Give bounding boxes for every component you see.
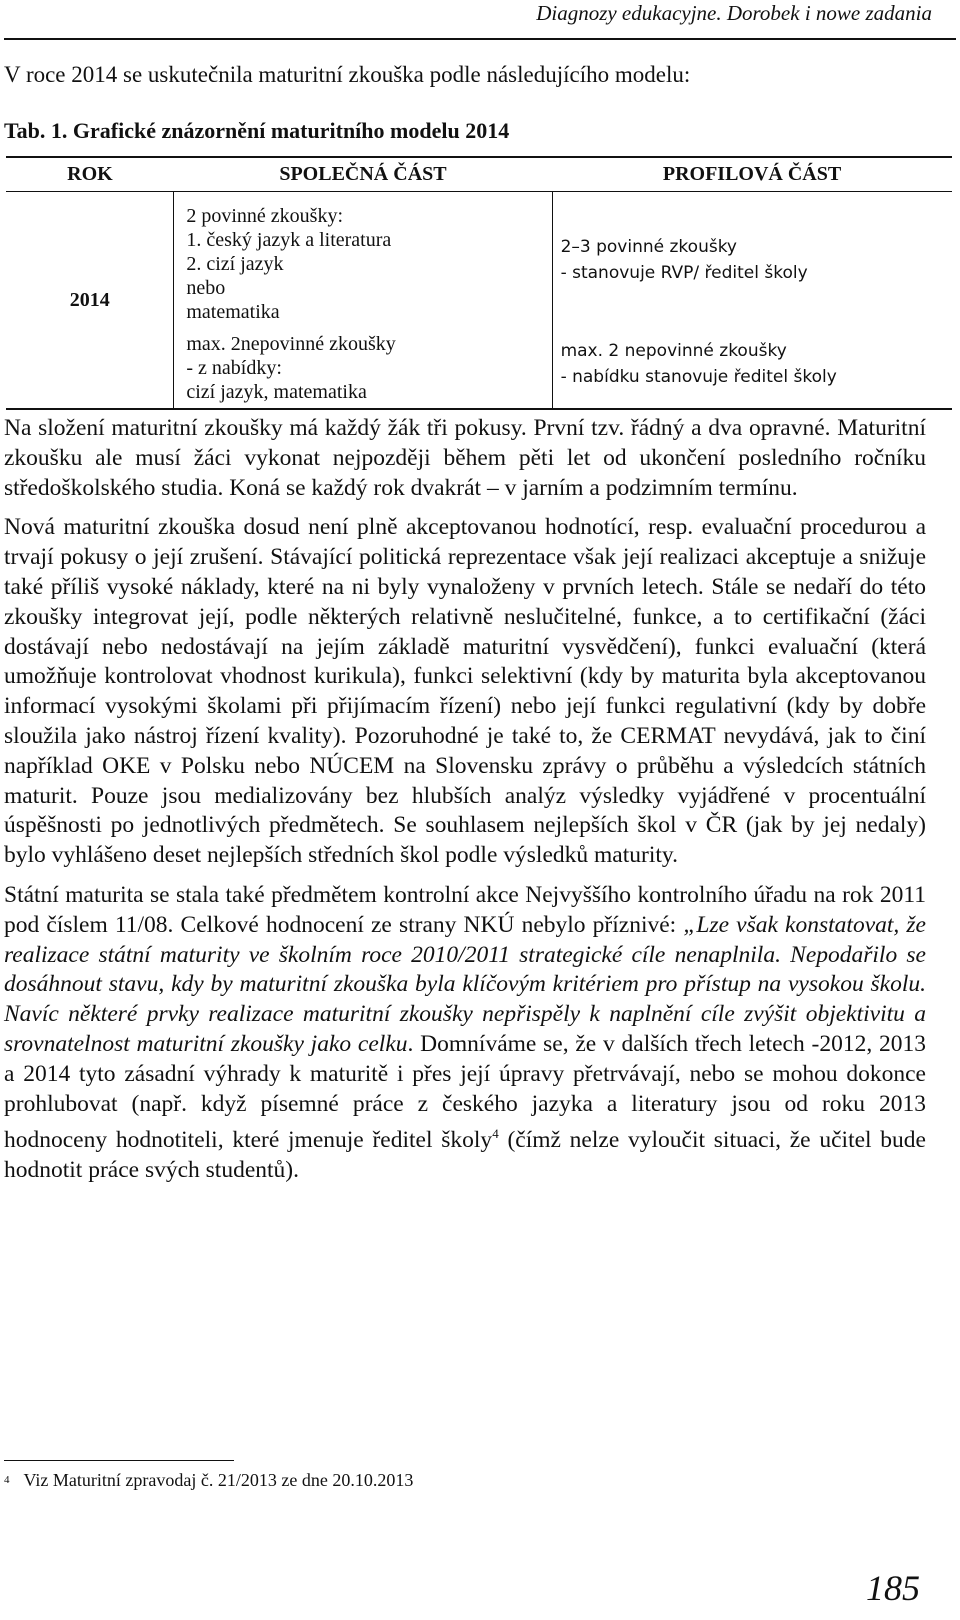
table-header-row (6, 157, 952, 192)
profile-optional-line: max. 2 nepovinné zkoušky (560, 341, 787, 361)
maturita-model-table (6, 156, 952, 410)
paragraph-attempts: Na složení maturitní zkoušky má každý žák tři pokusy. První tzv. řádný a dva opravné. Maturitní zkoušku ale musí žáci vykonat nejpozději během pěti let od ukončení posledního ročníku středoškolského studia. Koná se každý rok dvakrát – v jarním a podzimním termínu. (4, 415, 926, 501)
nku-quote: „Lze však konstatovat, že realizace státní maturity ve školním roce 2010/2011 strategické cíle nenaplnila. Nepodařilo se dosáhnout stavu, kdy by maturitní zkouška byla klíčovým kritériem pro přístup na vysokou školu. Navíc některé prvky realizace maturitní zkoušky nepřispěly k naplnění cíle zvýšit objektivitu a srovnatelnost maturitní zkoušky jako celku (4, 911, 926, 1057)
intro-sentence: V roce 2014 se uskutečnila maturitní zkouška podle následujícího modelu: (4, 62, 691, 87)
paragraph-acceptance: Nová maturitní zkouška dosud není plně akceptovanou hodnotící, resp. evaluační procedurou a trvají pokusy o její zrušení. Stávající politická reprezentace však její realizaci akceptuje a snižuje také příliš vysoké náklady, které na ni byly vynaloženy v prvních letech. Stále se nedaří do této zkoušky integrovat její, podle některých relativně neslučitelné, funkce, a to certifikační (žáci dostávají nebo nedostávají na jejím základě maturitní vysvědčení), funkci evaluační (která umožňuje kontrolovat vhodnost kurikula), funkci selektivní (kdy by maturita byla akceptovanou informací vysokými školami při přijímacím řízení) nebo její funkci regulativní (kdy by dobře sloužila jako nástroj řízení kvality). Pozoruhodné je také to, že CERMAT nevydává, jak to činí například OKE v Polsku nebo NÚCEM na Slovensku zprávy o průběhu a výsledcích státních maturit. Pouze jsou medializovány bez hlubších analýz výsledky vyjádřené v procentuální úspěšnosti po jednotlivých předmětech. Se souhlasem nejlepších škol v ČR (jak by jej nedaly) bylo vyhlášeno deset nejlepších středních škol podle výsledků maturity. (4, 514, 926, 869)
table-caption: Tab. 1. Grafické znázornění maturitního modelu 2014 (4, 118, 510, 143)
year-cell: 2014 (6, 192, 174, 410)
profile-part-cell (552, 192, 952, 410)
nku-intro-text: Státní maturita se stala také předmětem kontrolní akce Nejvyššího kontrolního úřadu na rok 2011 pod číslem 11/08. Celkové hodnocení ze strany NKÚ nebylo příznivé: (4, 881, 926, 938)
common-line: nebo (186, 277, 226, 299)
header-profilova-cast: PROFILOVÁ ČÁST (552, 157, 952, 192)
profile-optional-line: - nabídku stanovuje ředitel školy (560, 367, 837, 387)
common-line: 2. cizí jazyk (186, 253, 284, 275)
common-line: 2 povinné zkoušky: (186, 205, 344, 227)
header-rule (4, 38, 956, 40)
footnote (4, 1469, 413, 1491)
footnote-reference[interactable]: 4 (492, 1126, 499, 1142)
common-optional-line: max. 2nepovinné zkoušky (186, 333, 396, 355)
profile-line: - stanovuje RVP/ ředitel školy (560, 263, 808, 283)
common-line: matematika (186, 301, 280, 323)
nku-commentary: . Domníváme se, že v dalších třech letech -2012, 2013 a 2014 tyto zásadní výhrady k maturitě i přes její úpravy přetrvávají, nebo se mohou dokonce prohlubovat (např. když písemné práce z českého jazyka a literatury jsou od roku 2013 hodnoceny hodnotiteli, které jmenuje ředitel školy (4, 1030, 926, 1154)
header-spolecna-cast: SPOLEČNÁ ČÁST (174, 157, 552, 192)
footnote-text: Viz Maturitní zpravodaj č. 21/2013 ze dne 20.10.2013 (23, 1470, 414, 1490)
header-rok: ROK (6, 157, 174, 192)
footnote-number: 4 (4, 1474, 10, 1486)
common-optional-line: - z nabídky: (186, 357, 282, 379)
nku-commentary-tail: (čímž nelze vyloučit situaci, že učitel bude hodnotit práce svých studentů). (4, 1127, 926, 1183)
footnote-rule (4, 1460, 234, 1461)
common-optional-line: cizí jazyk, matematika (186, 381, 367, 403)
running-header: Diagnozy edukacyjne. Dorobek i nowe zadania (536, 1, 932, 25)
profile-line: 2–3 povinné zkoušky (560, 237, 737, 257)
common-part-cell (174, 192, 552, 410)
page-number: 185 (866, 1568, 920, 1608)
paragraph-nku-audit (4, 881, 926, 1186)
common-line: 1. český jazyk a literatura (186, 229, 392, 251)
body-text (4, 414, 926, 1196)
table-row (6, 192, 952, 410)
